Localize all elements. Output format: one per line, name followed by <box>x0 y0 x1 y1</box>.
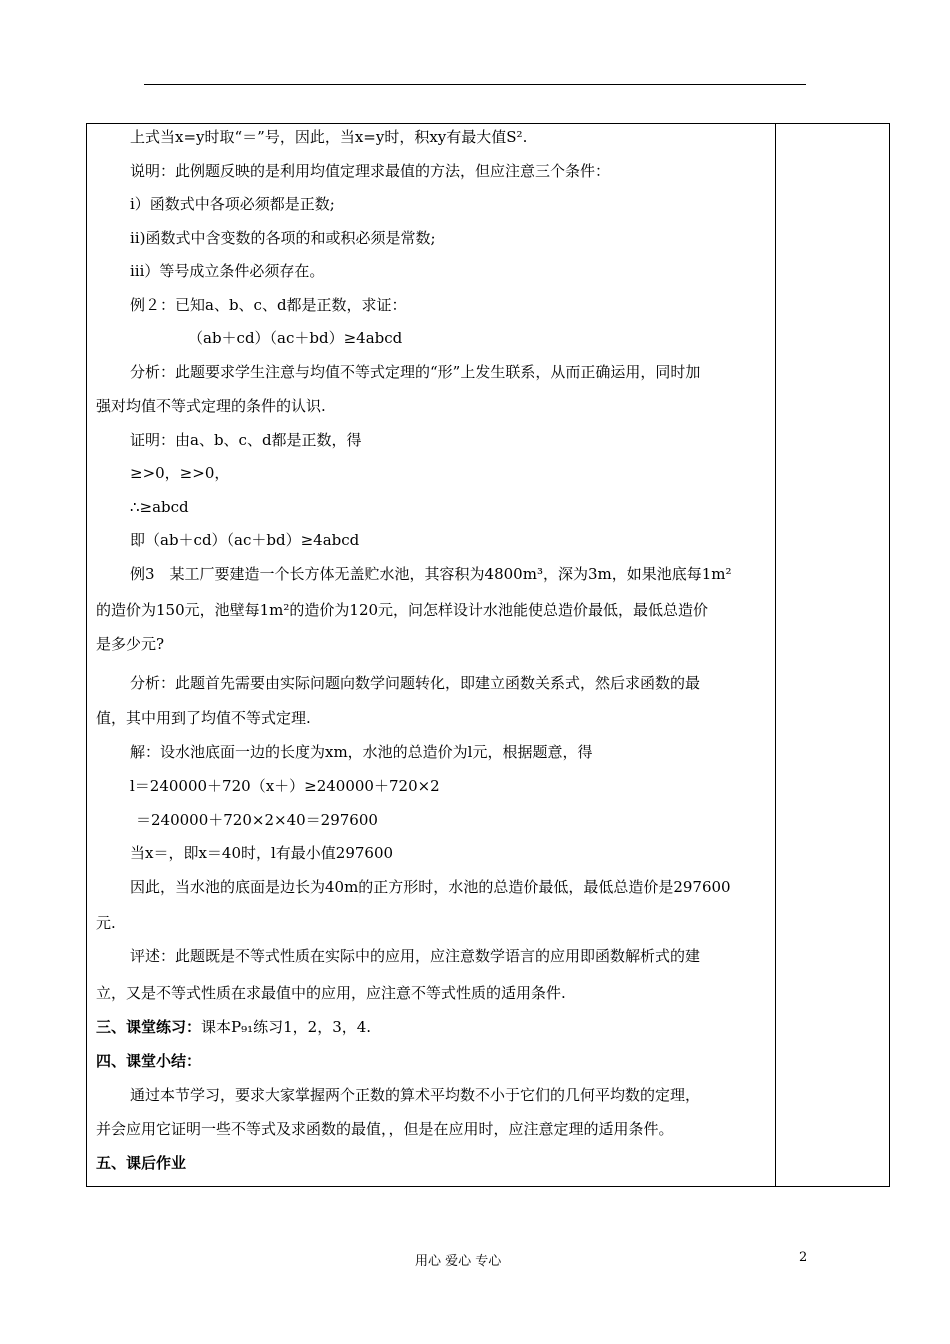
example-heading: 例２：已知a、b、c、d都是正数，求证： <box>130 296 407 314</box>
text-line: 是多少元? <box>96 635 165 653</box>
section-heading: 四、课堂小结： <box>96 1052 202 1070</box>
section-heading: 五、课后作业 <box>96 1154 187 1172</box>
formula-line: （ab＋cd）（ac＋bd）≥4abcd <box>188 329 403 347</box>
text-line: 立，又是不等式性质在求最值中的应用，应注意不等式性质的适用条件. <box>96 984 566 1002</box>
text-line: 因此，当水池的底面是边长为40m的正方形时，水池的总造价最低，最低总造价是297600 <box>130 878 731 896</box>
section-heading-line <box>96 1017 371 1037</box>
page-number: 2 <box>799 1250 808 1265</box>
formula-line: 即（ab＋cd）（ac＋bd）≥4abcd <box>130 531 360 549</box>
example-heading: 例3 某工厂要建造一个长方体无盖贮水池，其容积为4800m³，深为3m，如果池底每1m² <box>130 565 732 583</box>
formula-line: ∴≥abcd <box>130 498 189 516</box>
text-line: 值，其中用到了均值不等式定理. <box>96 709 311 727</box>
footer-text: 用心 爱心 专心 <box>415 1254 502 1269</box>
formula-line: l＝240000＋720（x＋）≥240000＋720×2 <box>130 777 440 795</box>
header-rule <box>144 84 806 85</box>
text-line: 评述：此题既是不等式性质在实际中的应用，应注意数学语言的应用即函数解析式的建 <box>130 947 701 965</box>
text-line: 课本P₉₁练习1，2，3，4. <box>201 1018 372 1036</box>
section-heading: 三、课堂练习： <box>96 1018 202 1036</box>
text-line: 上式当x=y时取“＝”号，因此，当x=y时，积xy有最大值S². <box>130 128 528 146</box>
formula-line: 当x＝，即x＝40时，l有最小值297600 <box>130 844 394 862</box>
text-line: 并会应用它证明一些不等式及求函数的最值，，但是在应用时，应注意定理的适用条件。 <box>96 1120 674 1138</box>
text-line: ⅰ）函数式中各项必须都是正数; <box>130 195 335 213</box>
text-line: ⅱ)函数式中含变数的各项的和或积必须是常数; <box>130 229 436 247</box>
text-line: 的造价为150元，池壁每1m²的造价为120元，问怎样设计水池能使总造价最低，最低总造价 <box>96 601 709 619</box>
text-line: 分析：此题首先需要由实际问题向数学问题转化，即建立函数关系式，然后求函数的最 <box>130 674 701 692</box>
text-line: 解：设水池底面一边的长度为xm，水池的总造价为l元，根据题意，得 <box>130 743 593 761</box>
formula-line: ≥>0，≥>0， <box>130 464 230 482</box>
text-line: 通过本节学习，要求大家掌握两个正数的算术平均数不小于它们的几何平均数的定理， <box>130 1086 701 1104</box>
text-line: 说明：此例题反映的是利用均值定理求最值的方法，但应注意三个条件： <box>130 162 611 180</box>
text-line: 元. <box>96 914 116 932</box>
text-line: 分析：此题要求学生注意与均值不等式定理的“形”上发生联系，从而正确运用，同时加 <box>130 363 701 381</box>
text-line: ⅲ）等号成立条件必须存在。 <box>130 262 325 280</box>
formula-line: ＝240000＋720×2×40＝297600 <box>136 811 378 829</box>
text-line: 证明：由a、b、c、d都是正数，得 <box>130 431 362 449</box>
text-line: 强对均值不等式定理的条件的认识. <box>96 397 326 415</box>
table-column-divider <box>775 123 776 1187</box>
